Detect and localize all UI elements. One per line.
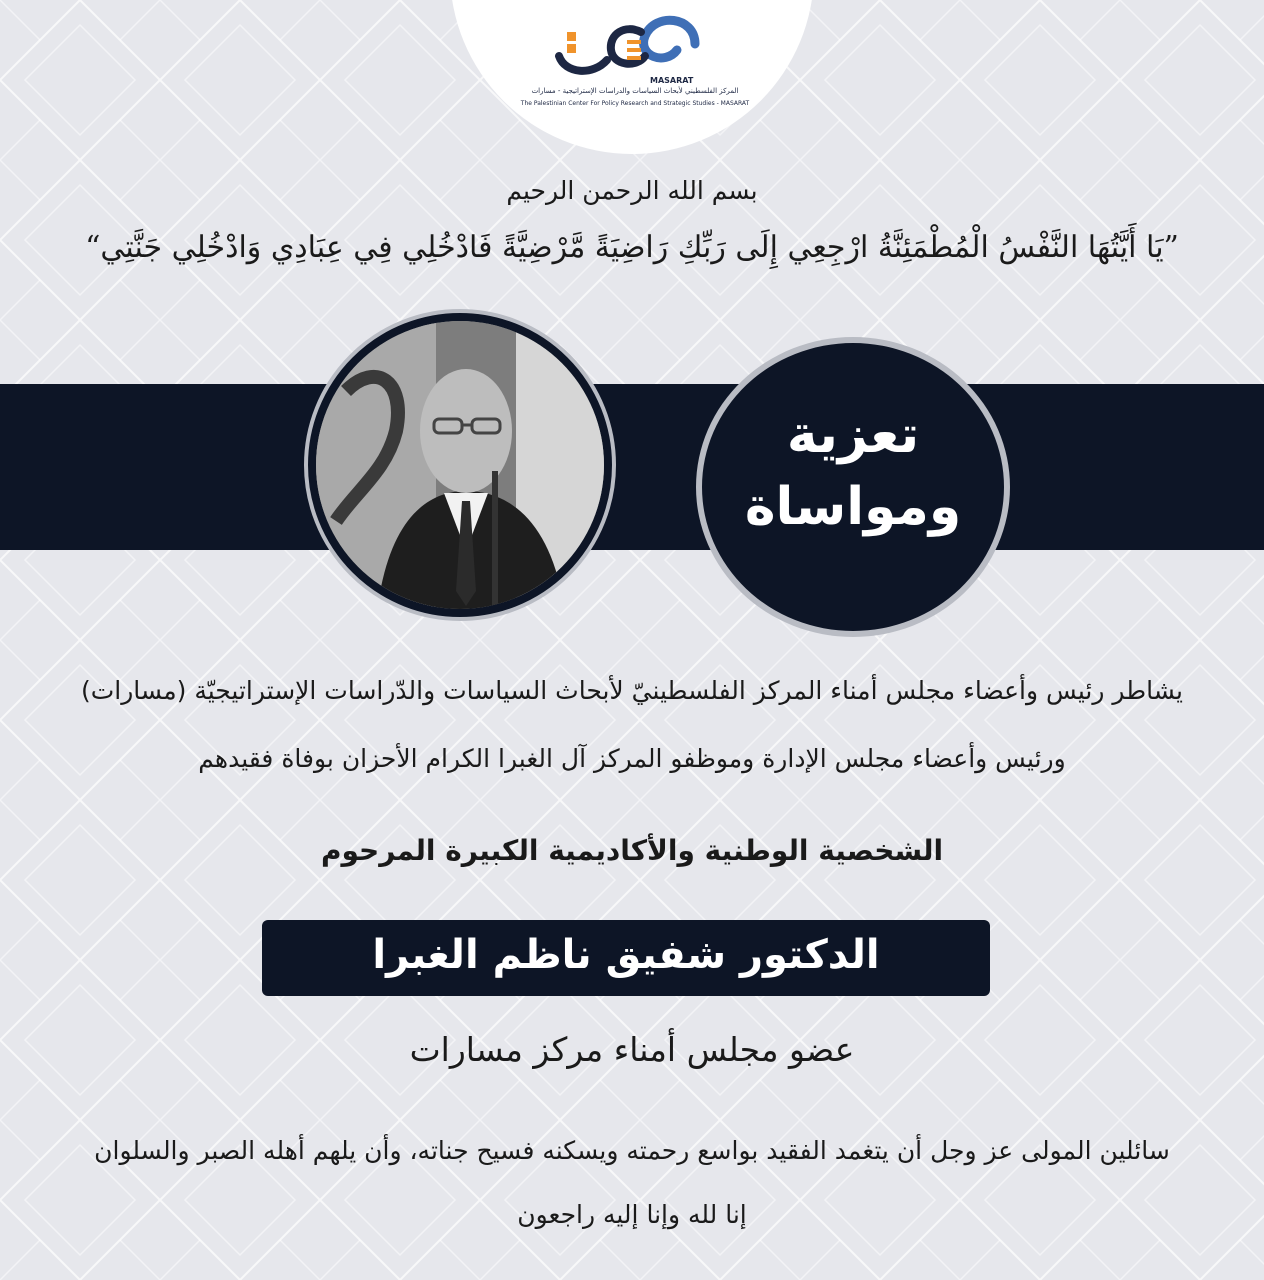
announcement-line-1: يشاطر رئيس وأعضاء مجلس أمناء المركز الفلسطينيّ لأبحاث السياسات والدّراسات الإستراتيجيّة (مسارات) xyxy=(81,676,1183,705)
banner-band xyxy=(0,384,1264,550)
deceased-role: عضو مجلس أمناء مركز مسارات xyxy=(409,1030,855,1069)
logo-arabic-caption: المركز الفلسطيني لأبحاث السياسات والدراسات الإستراتيجية - مسارات xyxy=(531,87,739,95)
title-line-2: ومواساة xyxy=(744,477,962,537)
portrait-frame xyxy=(304,309,616,621)
deceased-description: الشخصية الوطنية والأكاديمية الكبيرة المرحوم xyxy=(320,834,944,867)
closing-text: إنا لله وإنا إليه راجعون xyxy=(517,1200,747,1229)
basmala: بسم الله الرحمن الرحيم xyxy=(506,176,758,205)
masarat-logo xyxy=(515,4,755,116)
deceased-name: الدكتور شفيق ناظم الغبرا xyxy=(372,932,880,978)
logo-english-caption: The Palestinian Center For Policy Research and Strategic Studies - MASARAT xyxy=(520,100,750,107)
name-banner xyxy=(262,920,990,996)
portrait-photo xyxy=(316,321,604,609)
condolence-title xyxy=(702,399,1004,543)
announcement-line-2: ورئيس وأعضاء مجلس الإدارة وموظفو المركز آل الغبرا الكرام الأحزان بوفاة فقيدهم xyxy=(198,744,1066,773)
title-line-1: تعزية xyxy=(786,405,920,465)
logo-latin-name: MASARAT xyxy=(650,76,694,85)
prayer-text: سائلين المولى عز وجل أن يتغمد الفقيد بواسع رحمته ويسكنه فسيح جناته، وأن يلهم أهله الصبر والسلوان xyxy=(94,1136,1170,1165)
masarat-logo-mark-icon xyxy=(545,4,725,80)
person-portrait-icon xyxy=(316,321,604,609)
title-circle xyxy=(696,337,1010,637)
quran-verse: ”يَا أَيَّتُهَا النَّفْسُ الْمُطْمَئِنَّةُ ارْجِعِي إِلَى رَبِّكِ رَاضِيَةً مَّرْضِيَّةً فَادْخُلِي فِي عِبَادِي وَادْخُلِي جَنَّتِي“ xyxy=(85,230,1179,265)
